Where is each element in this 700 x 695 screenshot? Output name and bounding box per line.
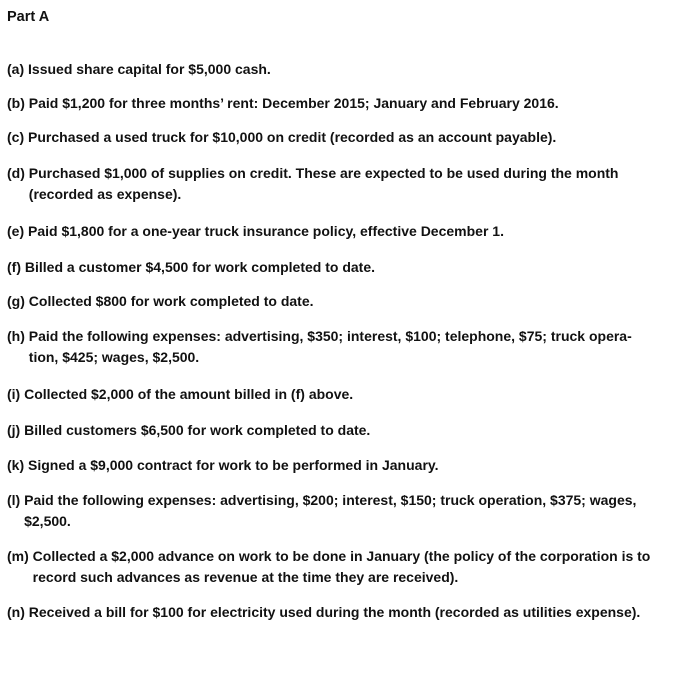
list-item-b (7, 93, 690, 114)
item-text-continuation: record such advances as revenue at the time they are received). (32, 569, 459, 585)
item-letter: (n) (7, 604, 25, 620)
item-text: Billed a customer $4,500 for work completed to date. (24, 259, 375, 275)
list-item-f (7, 257, 690, 278)
list-item-n (7, 602, 690, 623)
list-item-e (7, 221, 690, 242)
item-text-continuation: tion, $425; wages, $2,500. (28, 349, 200, 365)
item-letter: (a) (7, 61, 25, 77)
item-letter: (d) (7, 165, 25, 181)
list-item-d (7, 163, 690, 205)
item-text: Issued share capital for $5,000 cash. (28, 61, 271, 77)
item-letter: (k) (7, 457, 25, 473)
item-text: Collected $800 for work completed to date. (28, 293, 314, 309)
item-text: Paid $1,200 for three months’ rent: December 2015; January and February 2016. (28, 95, 559, 111)
item-letter: (b) (7, 95, 25, 111)
list-item-g (7, 291, 690, 312)
item-letter: (g) (7, 293, 25, 309)
item-text: Billed customers $6,500 for work completed to date. (24, 422, 371, 438)
item-text: Received a bill for $100 for electricity used during the month (recorded as utilities expense). (28, 604, 641, 620)
item-text-continuation: $2,500. (24, 513, 71, 529)
list-item-k (7, 455, 690, 476)
item-text: Collected $2,000 of the amount billed in (f) above. (24, 386, 354, 402)
item-letter: (i) (7, 386, 21, 402)
list-item-a (7, 59, 690, 80)
item-text: Paid the following expenses: advertising, $350; interest, $100; telephone, $75; truck opera- (28, 328, 632, 344)
item-letter: (e) (7, 223, 25, 239)
page-title: Part A (7, 9, 50, 25)
item-letter: (m) (7, 548, 29, 564)
item-text: Paid the following expenses: advertising, $200; interest, $150; truck operation, $375; wages, (24, 492, 637, 508)
list-item-m (7, 546, 690, 588)
item-text: Paid $1,800 for a one-year truck insurance policy, effective December 1. (28, 223, 504, 239)
item-text: Purchased $1,000 of supplies on credit. These are expected to be used during the month (28, 165, 619, 181)
list-item-l (7, 490, 690, 532)
item-text: Collected a $2,000 advance on work to be done in January (the policy of the corporation is to (32, 548, 651, 564)
item-letter: (f) (7, 259, 21, 275)
item-text-continuation: (recorded as expense). (28, 186, 182, 202)
list-item-c (7, 127, 690, 148)
item-letter: (h) (7, 328, 25, 344)
item-text: Purchased a used truck for $10,000 on credit (recorded as an account payable). (28, 129, 557, 145)
list-item-j (7, 420, 690, 441)
item-letter: (j) (7, 422, 21, 438)
list-item-h (7, 326, 690, 368)
list-item-i (7, 384, 690, 405)
item-letter: (c) (7, 129, 25, 145)
item-text: Signed a $9,000 contract for work to be performed in January. (28, 457, 439, 473)
item-letter: (l) (7, 492, 21, 508)
